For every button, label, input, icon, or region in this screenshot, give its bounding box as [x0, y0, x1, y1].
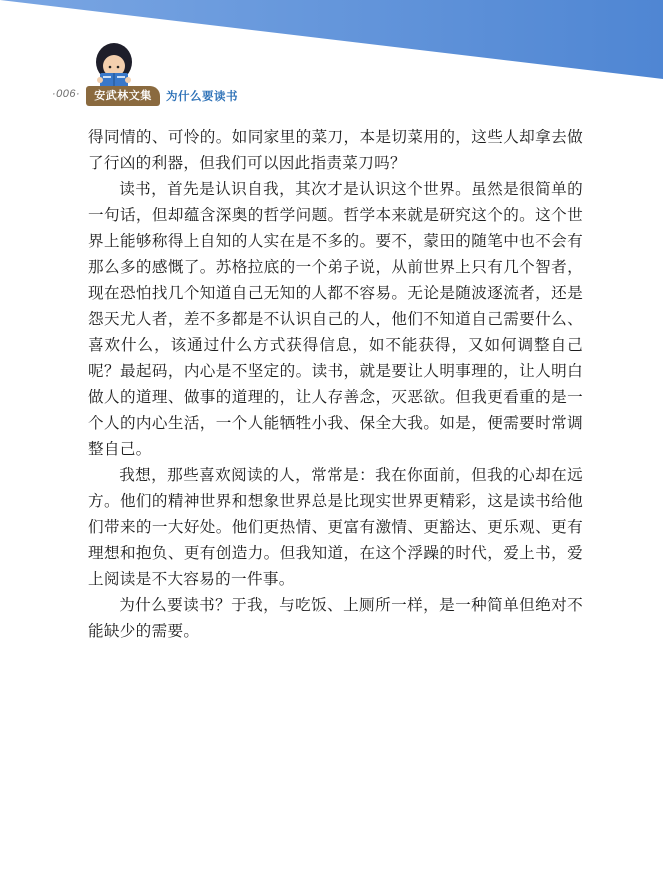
page-number: ·006· — [52, 88, 81, 100]
paragraph: 为什么要读书？于我，与吃饭、上厕所一样，是一种简单但绝对不能缺少的需要。 — [88, 596, 583, 640]
paragraph-continuation: 得同情的、可怜的。如同家里的菜刀，本是切菜用的，这些人却拿去做了行凶的利器，但我们可以因此指责菜刀吗？ — [88, 128, 583, 172]
paragraph: 我想，那些喜欢阅读的人，常常是：我在你面前，但我的心却在远方。他们的精神世界和想象世界总是比现实世界更精彩，这是读书给他们带来的一大好处。他们更热情、更富有激情、更豁达、更乐观、更有理想和抱负、更有创造力。但我知道，在这个浮躁的时代，爱上书，爱上阅读是不大容易的一件事。 — [88, 466, 583, 588]
paragraph: 读书，首先是认识自我，其次才是认识这个世界。虽然是很简单的一句话，但却蕴含深奥的哲学问题。哲学本来就是研究这个的。这个世界上能够称得上自知的人实在是不多的。要不，蒙田的随笔中也不会有那么多的感慨了。苏格拉底的一个弟子说，从前世界上只有几个智者，现在恐怕找几个知道自己无知的人都不容易。无论是随波逐流者，还是怨天尤人者，差不多都是不认识自己的人，他们不知道自己需要什么、喜欢什么，该通过什么方式获得信息，如不能获得，又如何调整自己呢？最起码，内心是不坚定的。读书，就是要让人明事理的，让人明白做人的道理、做事的道理的，让人存善念，灭恶欲。但我更看重的是一个人的内心生活，一个人能牺牲小我、保全大我。如是，便需要时常调整自己。 — [88, 180, 583, 458]
series-badge: 安武林文集 — [86, 86, 160, 106]
body-text — [88, 124, 583, 644]
reading-child-icon — [92, 42, 136, 90]
book-title: 为什么要读书 — [166, 89, 238, 103]
page-header — [0, 0, 663, 120]
